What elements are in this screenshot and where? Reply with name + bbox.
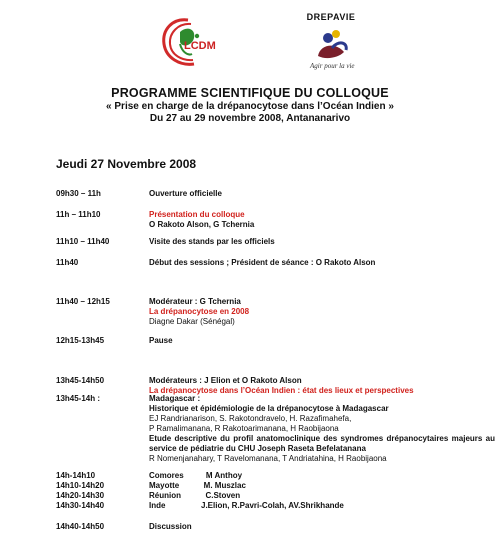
schedule-line: EJ Randrianarison, S. Rakotondravelo, H. Razafimahefa, xyxy=(149,414,352,423)
schedule-time: 14h30-14h40 xyxy=(56,501,105,510)
schedule-time: 11h40 xyxy=(56,258,79,267)
schedule-line: La drépanocytose dans l’Océan Indien : état des lieux et perspectives xyxy=(149,386,414,395)
schedule-time: 14h10-14h20 xyxy=(56,481,105,490)
schedule-content xyxy=(149,522,495,532)
schedule-line: Réunion C.Stoven xyxy=(149,491,241,500)
schedule-content xyxy=(149,336,495,346)
schedule-content xyxy=(149,210,495,230)
colloque-dates: Du 27 au 29 novembre 2008, Antananarivo xyxy=(149,113,351,124)
schedule-content xyxy=(149,376,495,396)
schedule-line: O Rakoto Alson, G Tchernia xyxy=(149,220,255,229)
schedule-line: Présentation du colloque xyxy=(149,210,245,219)
schedule-line: Mayotte M. Muszlac xyxy=(149,481,246,490)
logos-bar xyxy=(0,8,500,80)
schedule-line: Visite des stands par les officiels xyxy=(149,237,275,246)
schedule-line: Etude descriptive du profil anatomoclinique des syndromes drépanocytaires majeurs au service de pédiatrie du CHU Joseph Raseta Befelatanana xyxy=(149,434,495,453)
lcdm-logo xyxy=(158,14,228,72)
schedule-line: Pause xyxy=(149,336,173,345)
schedule-line: Ouverture officielle xyxy=(149,189,222,198)
document-header xyxy=(0,86,500,124)
schedule-line: Comores M Anthoy xyxy=(149,471,243,480)
page-title: PROGRAMME SCIENTIFIQUE DU COLLOQUE xyxy=(111,86,389,100)
schedule-line: Inde J.Elion, R.Pavri-Colah, AV.Shrikhande xyxy=(149,501,344,510)
schedule-time: 09h30 – 11h xyxy=(56,189,101,198)
schedule-line: Début des sessions ; Président de séance : O Rakoto Alson xyxy=(149,258,376,267)
schedule-time: 14h-14h10 xyxy=(56,471,96,480)
schedule-line: Madagascar : xyxy=(149,394,201,403)
drepavie-logo xyxy=(292,8,370,80)
schedule-time: 12h15-13h45 xyxy=(56,336,105,345)
schedule-line: R Nomenjanahary, T Ravelomanana, T Andriatahina, H Raobijaona xyxy=(149,454,387,463)
schedule-content xyxy=(149,471,495,481)
drepavie-tagline: Agir pour la vie xyxy=(310,62,355,70)
schedule-line: Diagne Dakar (Sénégal) xyxy=(149,317,235,326)
schedule-content xyxy=(149,189,495,199)
day-heading: Jeudi 27 Novembre 2008 xyxy=(56,157,197,171)
schedule-time: 14h40-14h50 xyxy=(56,522,105,531)
schedule-time: 11h10 – 11h40 xyxy=(56,237,110,246)
lcdm-logo-text: LCDM xyxy=(184,40,216,52)
schedule-line: P Ramalimanana, R Rakotoarimanana, H Raobijaona xyxy=(149,424,339,433)
schedule-time: 13h45-14h50 xyxy=(56,376,105,385)
schedule-time: 11h40 – 12h15 xyxy=(56,297,110,306)
schedule-content xyxy=(149,258,495,268)
schedule-content xyxy=(149,501,495,511)
schedule-content xyxy=(149,481,495,491)
schedule-content xyxy=(149,394,495,464)
schedule-content xyxy=(149,297,495,327)
schedule-time: 13h45-14h : xyxy=(56,394,101,403)
schedule-line: Historique et épidémiologie de la drépanocytose à Madagascar xyxy=(149,404,389,413)
schedule-line: Modérateur : G Tchernia xyxy=(149,297,241,306)
schedule-time: 11h – 11h10 xyxy=(56,210,101,219)
colloque-subtitle: « Prise en charge de la drépanocytose dans l’Océan Indien » xyxy=(106,101,394,112)
schedule-content xyxy=(149,237,495,247)
drepavie-logo-text: DREPAVIE xyxy=(306,12,356,22)
schedule-time: 14h20-14h30 xyxy=(56,491,105,500)
schedule-line: Modérateurs : J Elion et O Rakoto Alson xyxy=(149,376,302,385)
schedule-line: Discussion xyxy=(149,522,192,531)
schedule-content xyxy=(149,491,495,501)
schedule-line: La drépanocytose en 2008 xyxy=(149,307,250,316)
